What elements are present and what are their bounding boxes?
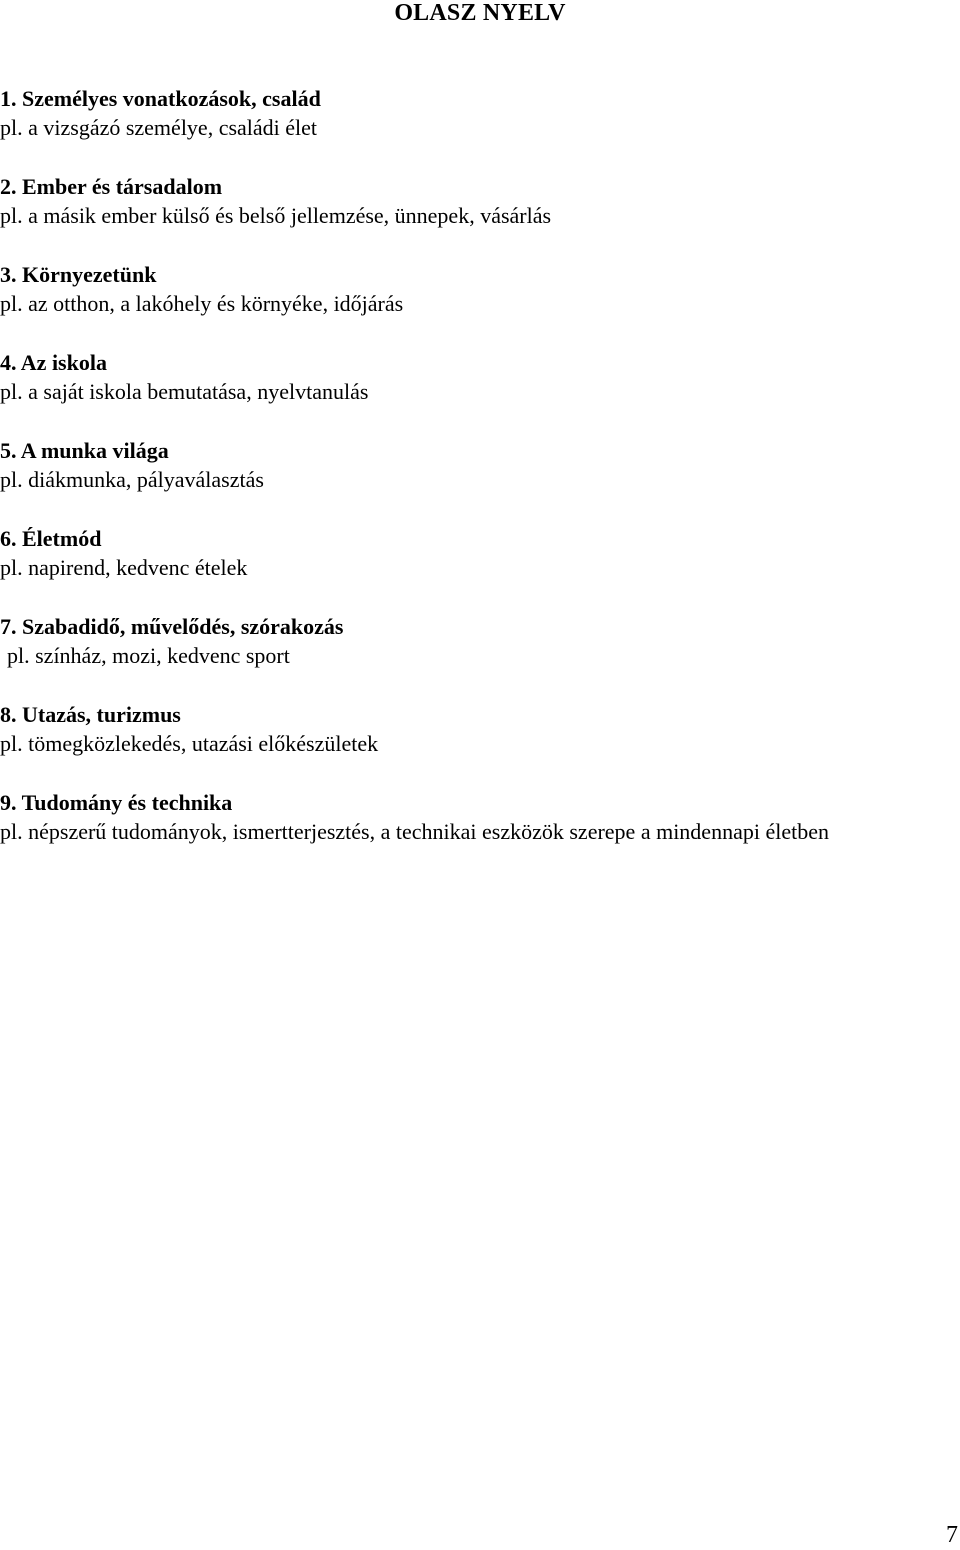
topic-description: pl. a másik ember külső és belső jellemzése, ünnepek, vásárlás xyxy=(0,203,552,228)
topic-item xyxy=(0,700,960,788)
topic-description: pl. diákmunka, pályaválasztás xyxy=(0,467,264,492)
topic-list xyxy=(0,84,960,876)
topic-description: pl. népszerű tudományok, ismertterjesztés, a technikai eszközök szerepe a mindennapi életben xyxy=(0,819,829,844)
topic-description: pl. a vizsgázó személye, családi élet xyxy=(0,115,318,140)
topic-title: 8. Utazás, turizmus xyxy=(0,702,181,727)
topic-title: 4. Az iskola xyxy=(0,350,107,375)
page-title: OLASZ NYELV xyxy=(394,0,566,26)
topic-item xyxy=(0,172,960,260)
topic-title: 9. Tudomány és technika xyxy=(0,790,233,815)
page-number: 7 xyxy=(946,1522,958,1548)
topic-description: pl. a saját iskola bemutatása, nyelvtanulás xyxy=(0,379,369,404)
topic-title: 7. Szabadidő, művelődés, szórakozás xyxy=(0,614,344,639)
topic-description: pl. tömegközlekedés, utazási előkészületek xyxy=(0,731,379,756)
topic-title: 2. Ember és társadalom xyxy=(0,174,223,199)
topic-description: pl. az otthon, a lakóhely és környéke, időjárás xyxy=(0,291,404,316)
topic-item xyxy=(0,260,960,348)
topic-description: pl. napirend, kedvenc ételek xyxy=(0,555,248,580)
topic-item xyxy=(0,612,960,700)
topic-item xyxy=(0,348,960,436)
topic-title: 3. Környezetünk xyxy=(0,262,157,287)
topic-description: pl. színház, mozi, kedvenc sport xyxy=(7,643,290,668)
topic-item xyxy=(0,436,960,524)
topic-item xyxy=(0,788,960,876)
topic-title: 1. Személyes vonatkozások, család xyxy=(0,86,321,111)
topic-title: 6. Életmód xyxy=(0,526,102,551)
topic-title: 5. A munka világa xyxy=(0,438,169,463)
topic-item xyxy=(0,524,960,612)
topic-item xyxy=(0,84,960,172)
